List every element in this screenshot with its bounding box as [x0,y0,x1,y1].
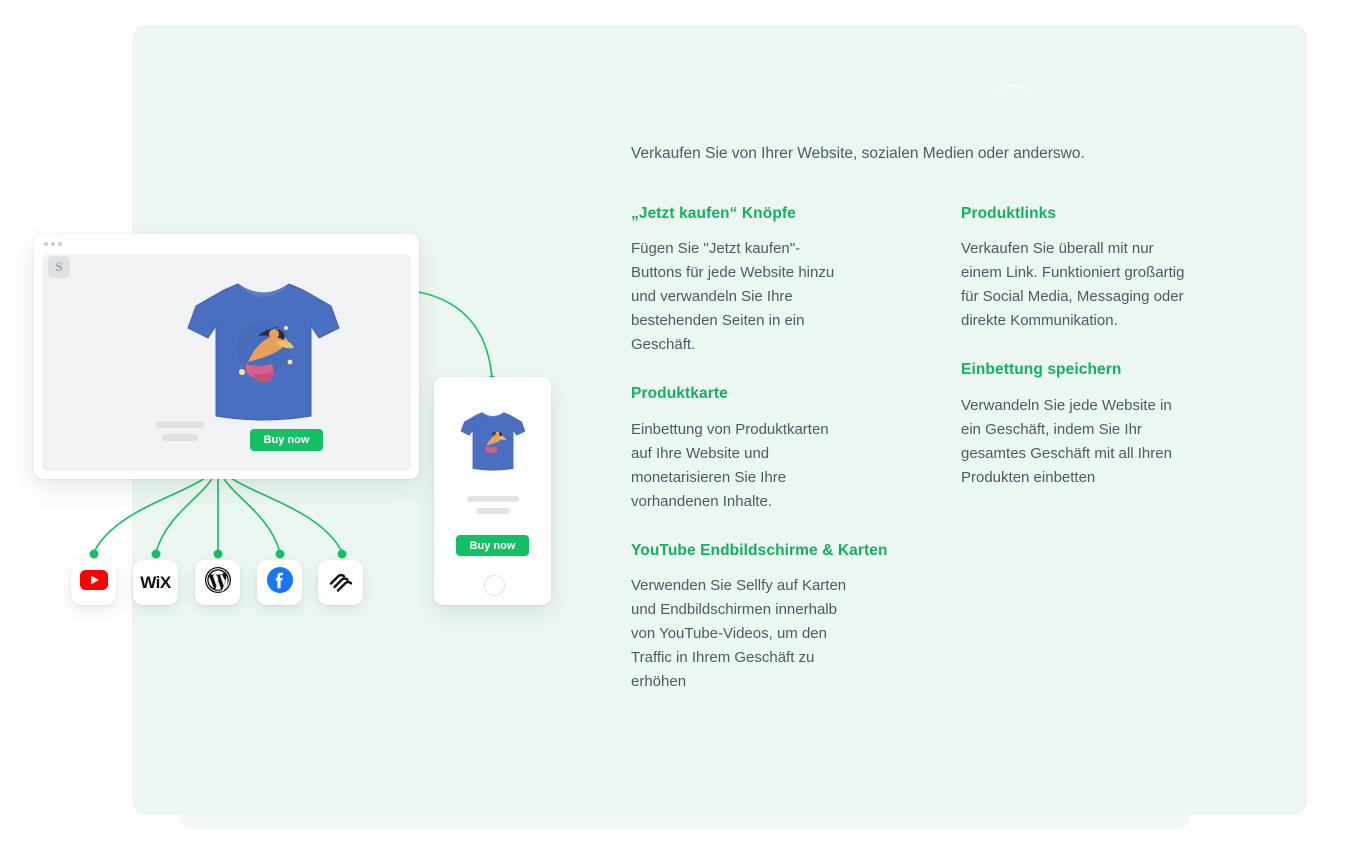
desktop-store-mock [34,234,419,479]
feature-body: Verwenden Sie Sellfy auf Karten und Endbildschirmen innerhalb von YouTube-Videos, um den Traffic in Ihrem Geschäft zu erhöhen [631,577,847,691]
facebook-icon [266,566,294,599]
product-image-desktop [186,276,341,426]
squarespace-icon [327,566,355,599]
wix-icon: WiX [140,572,171,592]
product-image-mobile [460,395,526,487]
home-button-icon [484,575,505,596]
feature-column-left [631,203,961,720]
feature-buy-now-buttons [631,203,961,357]
feature-body: Verwandeln Sie jede Website in ein Geschäft, indem Sie Ihr gesamtes Geschäft mit all Ihren Produkten einbetten [961,396,1172,486]
buy-now-button-desktop[interactable]: Buy now [250,429,323,451]
feature-youtube-endscreens [631,540,961,694]
wordpress-icon [204,566,232,599]
intro-text: Verkaufen Sie von Ihrer Website, sozialen Medien oder anderswo. [631,145,1085,162]
platform-squarespace[interactable] [318,560,363,605]
feature-title: YouTube Endbildschirme & Karten [631,541,888,559]
feature-body: Verkaufen Sie überall mit nur einem Link. Funktioniert großartig für Social Media, Messaging oder direkte Kommunikation. [961,240,1185,330]
feature-store-embed [961,359,1251,489]
panel-bottom-shadow [180,815,1190,829]
platform-wordpress[interactable] [195,560,240,605]
feature-product-links [961,203,1251,333]
feature-body: Fügen Sie "Jetzt kaufen"-Buttons für jede Website hinzu und verwandeln Sie Ihre bestehenden Seiten in ein Geschäft. [631,240,835,354]
feature-product-card [631,383,961,513]
mobile-store-mock [434,377,551,605]
store-logo-badge: S [48,256,70,278]
youtube-icon [80,570,108,595]
feature-title: Einbettung speichern [961,361,1122,379]
feature-columns [631,203,1251,720]
window-dots [44,242,62,246]
mobile-text-skeleton [467,496,519,520]
feature-column-right [961,203,1251,720]
desktop-text-skeleton [156,421,204,447]
platform-wix[interactable] [133,560,178,605]
platform-facebook[interactable] [257,560,302,605]
feature-body: Einbettung von Produktkarten auf Ihre Website und monetarisieren Sie Ihre vorhandenen Inhalte. [631,420,829,510]
platform-youtube[interactable] [71,560,116,605]
feature-title: Produktlinks [961,205,1057,222]
feature-title: Produktkarte [631,385,728,403]
feature-title: „Jetzt kaufen“ Knöpfe [631,205,796,222]
buy-now-button-mobile[interactable]: Buy now [456,535,529,556]
